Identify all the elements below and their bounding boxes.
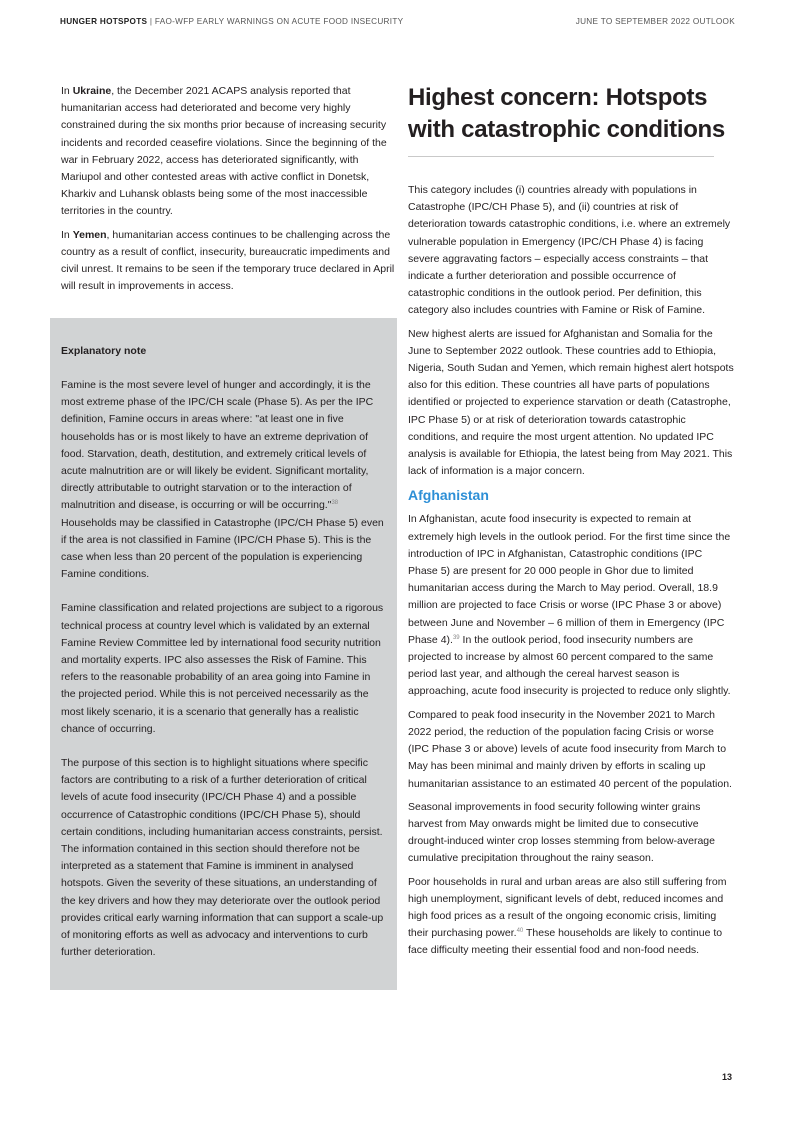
page-number: 13 — [721, 1072, 732, 1082]
yemen-text: , humanitarian access continues to be challenging across the country as a result of conflict, insecurity, bureaucratic impediments and civil unrest. It remains to be seen if the temporary truce declared in April will result in improvements in access. — [61, 228, 395, 293]
header-title — [60, 17, 403, 26]
afghanistan-p4-tail: These households are likely to continue to face difficulty meeting their essential food and non-food needs. — [408, 927, 723, 957]
note-p1-text: Famine is the most severe level of hunger and accordingly, it is the most extreme phase of the IPC/CH scale (Phase 5). As per the IPC definition, Famine occurs in areas where: "at least one in five households has or is most likely to have an extreme deprivation of food. Starvation, death, destitution, and extremely critical levels of acute malnutrition are or will likely be evident. Significant mortality, directly attributable to outright starvation or to the interaction of malnutrition and disease, is occurring or will be occurring." — [61, 379, 374, 512]
note-p1-tail: Households may be classified in Catastrophe (IPC/CH Phase 5) even if the area is not classified in Famine (IPC/CH Phase 5). This is the case when less than 20 percent of the population is experiencing Famine conditions. — [61, 516, 384, 581]
afghanistan-paragraph-1 — [408, 511, 734, 700]
heading-divider — [408, 156, 714, 157]
yemen-paragraph — [61, 227, 397, 296]
footnote-ref-39: 39 — [452, 634, 460, 641]
afghanistan-paragraph-4 — [408, 874, 734, 960]
note-paragraph-2: Famine classification and related projections are subject to a rigorous technical process at country level which is validated by an external Famine Review Committee led by international food security nutrition and mortality experts. IPC also assesses the Risk of Famine. This refers to the reasonable probability of an area going into Famine in the projected period. While this is not perceived necessarily as the most likely scenario, it is a scenario that generally has a realistic chance of occurring. — [61, 602, 384, 735]
afghanistan-paragraph-2: Compared to peak food insecurity in the November 2021 to March 2022 period, the reduction of the population facing Crisis or worse (IPC Phase 3 or above) levels of acute food insecurity from March to May has been minimal and mainly driven by efforts in scaling up humanitarian assistance to an estimated 40 percent of the population. — [408, 708, 732, 790]
explanatory-note-box — [50, 318, 397, 990]
afghanistan-p1-tail: In the outlook period, food insecurity numbers are projected to increase by almost 60 percent compared to the same period last year, and although the cereal harvest season is approaching, acute food insecurity is projected to reduce only slightly. — [408, 633, 731, 698]
right-column — [408, 82, 734, 966]
yemen-lead: In — [61, 228, 73, 241]
country-heading-afghanistan: Afghanistan — [408, 487, 489, 504]
footnote-ref-38: 38 — [331, 500, 339, 507]
header-separator: | — [147, 17, 155, 26]
footnote-ref-40: 40 — [516, 928, 524, 935]
ukraine-text: , the December 2021 ACAPS analysis reported that humanitarian access had deteriorated and become very highly constrained during the six months prior because of increasing security incidents and recorded ceasefire violations. Since the beginning of the war in February 2022, access has deteriorated significantly, with Mariupol and other contested areas with active conflict in Donetsk, Kharkiv and Luhansk oblasts being some of the most inaccessible territories in the country. — [61, 85, 387, 218]
afghanistan-paragraph-3: Seasonal improvements in food security following winter grains harvest from May onwards might be limited due to consecutive drought-induced winter crop losses stemming from below-average cumulative precipitation throughout the rainy season. — [408, 800, 715, 865]
yemen-name: Yemen — [72, 228, 107, 241]
header-outlook: JUNE TO SEPTEMBER 2022 OUTLOOK — [575, 17, 735, 26]
category-paragraph: This category includes (i) countries already with populations in Catastrophe (IPC/CH Phase 5), and (ii) countries at risk of deterioration towards catastrophic conditions, i.e. where an extremely vulnerable population in Emergency (IPC/CH Phase 4) is facing severe aggravating factors – especially access constraints – that indicate a further deterioration and possible occurrence of catastrophic conditions in the outlook period. Per definition, this category also includes countries with Famine or Risk of Famine. — [408, 184, 731, 317]
ukraine-paragraph — [61, 83, 397, 221]
alerts-paragraph: New highest alerts are issued for Afghanistan and Somalia for the June to September 2022 outlook. These countries add to Ethiopia, Nigeria, South Sudan and Yemen, which remain highest alert hotspots also for this edition. These countries all have parts of populations identified or projected to experience starvation or death (Catastrophe, IPC Phase 5) or at risk of deterioration towards catastrophic conditions, and require the most urgent attention. No updated IPC analysis is available for Ethiopia, the latest being from May 2021. This lack of information is a major concern. — [408, 327, 734, 478]
note-paragraph-1 — [61, 377, 386, 583]
left-column — [61, 83, 397, 301]
note-paragraph-3: The purpose of this section is to highlight situations where specific factors are contributing to a risk of a further deterioration of critical levels of acute food insecurity (IPC/CH Phase 4) and a possible occurrence of Catastrophic conditions (IPC/CH Phase 5), should certain conditions, including humanitarian access constraints, persist. The information contained in this section should therefore not be interpreted as a statement that Famine is imminent in analysed hotspots. Given the severity of these situations, an understanding of the key drivers and how they may deteriorate over the outlook period provides critical early warning information that can support a scale-up of monitoring efforts as well as advocacy and interventions to curb further deterioration. — [61, 757, 384, 959]
header-brand: HUNGER HOTSPOTS — [60, 17, 148, 26]
ukraine-name: Ukraine — [72, 85, 112, 97]
section-heading: Highest concern: Hotspots with catastrophic conditions — [408, 84, 725, 143]
header-subtitle: FAO-WFP EARLY WARNINGS ON ACUTE FOOD INSECURITY — [154, 17, 404, 26]
ukraine-lead: In — [61, 85, 73, 97]
afghanistan-p1-text: In Afghanistan, acute food insecurity is expected to remain at extremely high levels in the outlook period. For the first time since the introduction of IPC in Afghanistan, Catastrophic conditions (IPC Phase 5) are present for 20 000 people in Ghor due to limited humanitarian access during the March to May period. Overall, 18.9 million are projected to face Crisis or worse (IPC Phase 3 or above) between June and November – 6 million of them in Emergency (IPC Phase 4). — [408, 513, 731, 646]
afghanistan-p4-text: Poor households in rural and urban areas are also still suffering from high unemployment, significant levels of debt, reduced incomes and high food prices as a result of the ongoing economic crisis, limiting their purchasing power. — [408, 875, 727, 940]
note-title: Explanatory note — [61, 345, 147, 357]
